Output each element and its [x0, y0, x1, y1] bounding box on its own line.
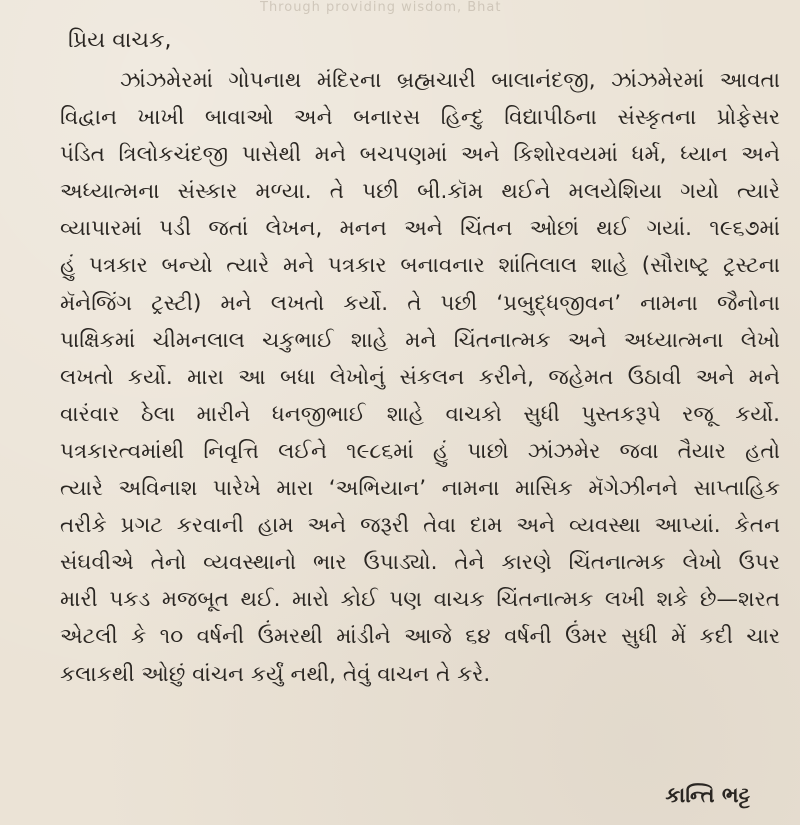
body-line-4: અધ્યાત્મના સંસ્કાર મળ્યા. તે પછી બી.કૉમ થઈને મલયેશિયા ગયો ત્યારે — [60, 179, 780, 205]
body-line-1: ઝાંઝમેરમાં ગોપનાથ મંદિરના બ્રહ્મચારી બાલાનંદજી, ઝાંઝમેરમાં આવતા — [120, 68, 780, 93]
faded-header-text: Through providing wisdom, Bhat — [260, 0, 502, 14]
body-line-2: વિદ્વાન ખાખી બાવાઓ અને બનારસ હિન્દુ વિદ્યાપીઠના સંસ્કૃતના પ્રોફેસર — [60, 105, 780, 131]
body-line-10: વારંવાર ઠેલા મારીને ધનજીભાઈ શાહે વાચકો સુધી પુસ્તકરૂપે રજૂ કર્યો. — [60, 401, 780, 427]
body-line-5: વ્યાપારમાં પડી જતાં લેખન, મનન અને ચિંતન ઓછાં થઈ ગયાં. ૧૯૬૭માં — [60, 216, 780, 242]
body-line-8: પાક્ષિકમાં ચીમનલાલ ચકુભાઈ શાહે મને ચિંતનાત્મક અને અધ્યાત્મના લેખો — [60, 327, 780, 353]
body-line-15: મારી પકડ મજબૂત થઈ. મારો કોઈ પણ વાચક ચિંતનાત્મક લખી શકે છે—શરત — [60, 587, 780, 613]
body-line-11: પત્રકારત્વમાંથી નિવૃત્તિ લઈને ૧૯૮૬માં હું પાછો ઝાંઝમેર જવા તૈયાર હતો — [60, 438, 780, 464]
body-line-13: તરીકે પ્રગટ કરવાની હામ અને જરૂરી તેવા દામ અને વ્યવસ્થા આપ્યાં. કેતન — [60, 513, 780, 539]
body-line-3: પંડિત ત્રિલોકચંદજી પાસેથી મને બચપણમાં અને કિશોરવયમાં ધર્મ, ધ્યાન અને — [60, 142, 780, 168]
author-signature: કાન્તિ ભટ્ટ — [665, 783, 750, 807]
letter-body — [60, 62, 780, 693]
body-line-16: એટલી કે ૧૦ વર્ષની ઉંમરથી માંડીને આજે ૬૪ વર્ષની ઉંમર સુધી મેં કદી ચાર — [60, 624, 780, 650]
body-line-14: સંઘવીએ તેનો વ્યવસ્થાનો ભાર ઉપાડ્યો. તેને કારણે ચિંતનાત્મક લેખો ઉપર — [60, 550, 780, 576]
body-line-12: ત્યારે અવિનાશ પારેખે મારા ‘અભિયાન’ નામના માસિક મૅગેઝીનને સાપ્તાહિક — [60, 476, 780, 502]
body-line-7: મૅનેજિંગ ટ્રસ્ટી) મને લખતો કર્યો. તે પછી ‘પ્રબુદ્ધજીવન’ નામના જૈનોના — [60, 290, 780, 316]
body-line-6: હું પત્રકાર બન્યો ત્યારે મને પત્રકાર બનાવનાર શાંતિલાલ શાહે (સૌરાષ્ટ્ર ટ્રસ્ટના — [60, 253, 780, 279]
salutation: પ્રિય વાચક, — [68, 28, 172, 53]
body-line-9: લખતો કર્યો. મારા આ બધા લેખોનું સંકલન કરીને, જહેમત ઉઠાવી અને મને — [60, 364, 780, 390]
body-line-17: કલાકથી ઓછું વાંચન કર્યું નથી, તેવું વાચન તે કરે. — [60, 661, 491, 687]
